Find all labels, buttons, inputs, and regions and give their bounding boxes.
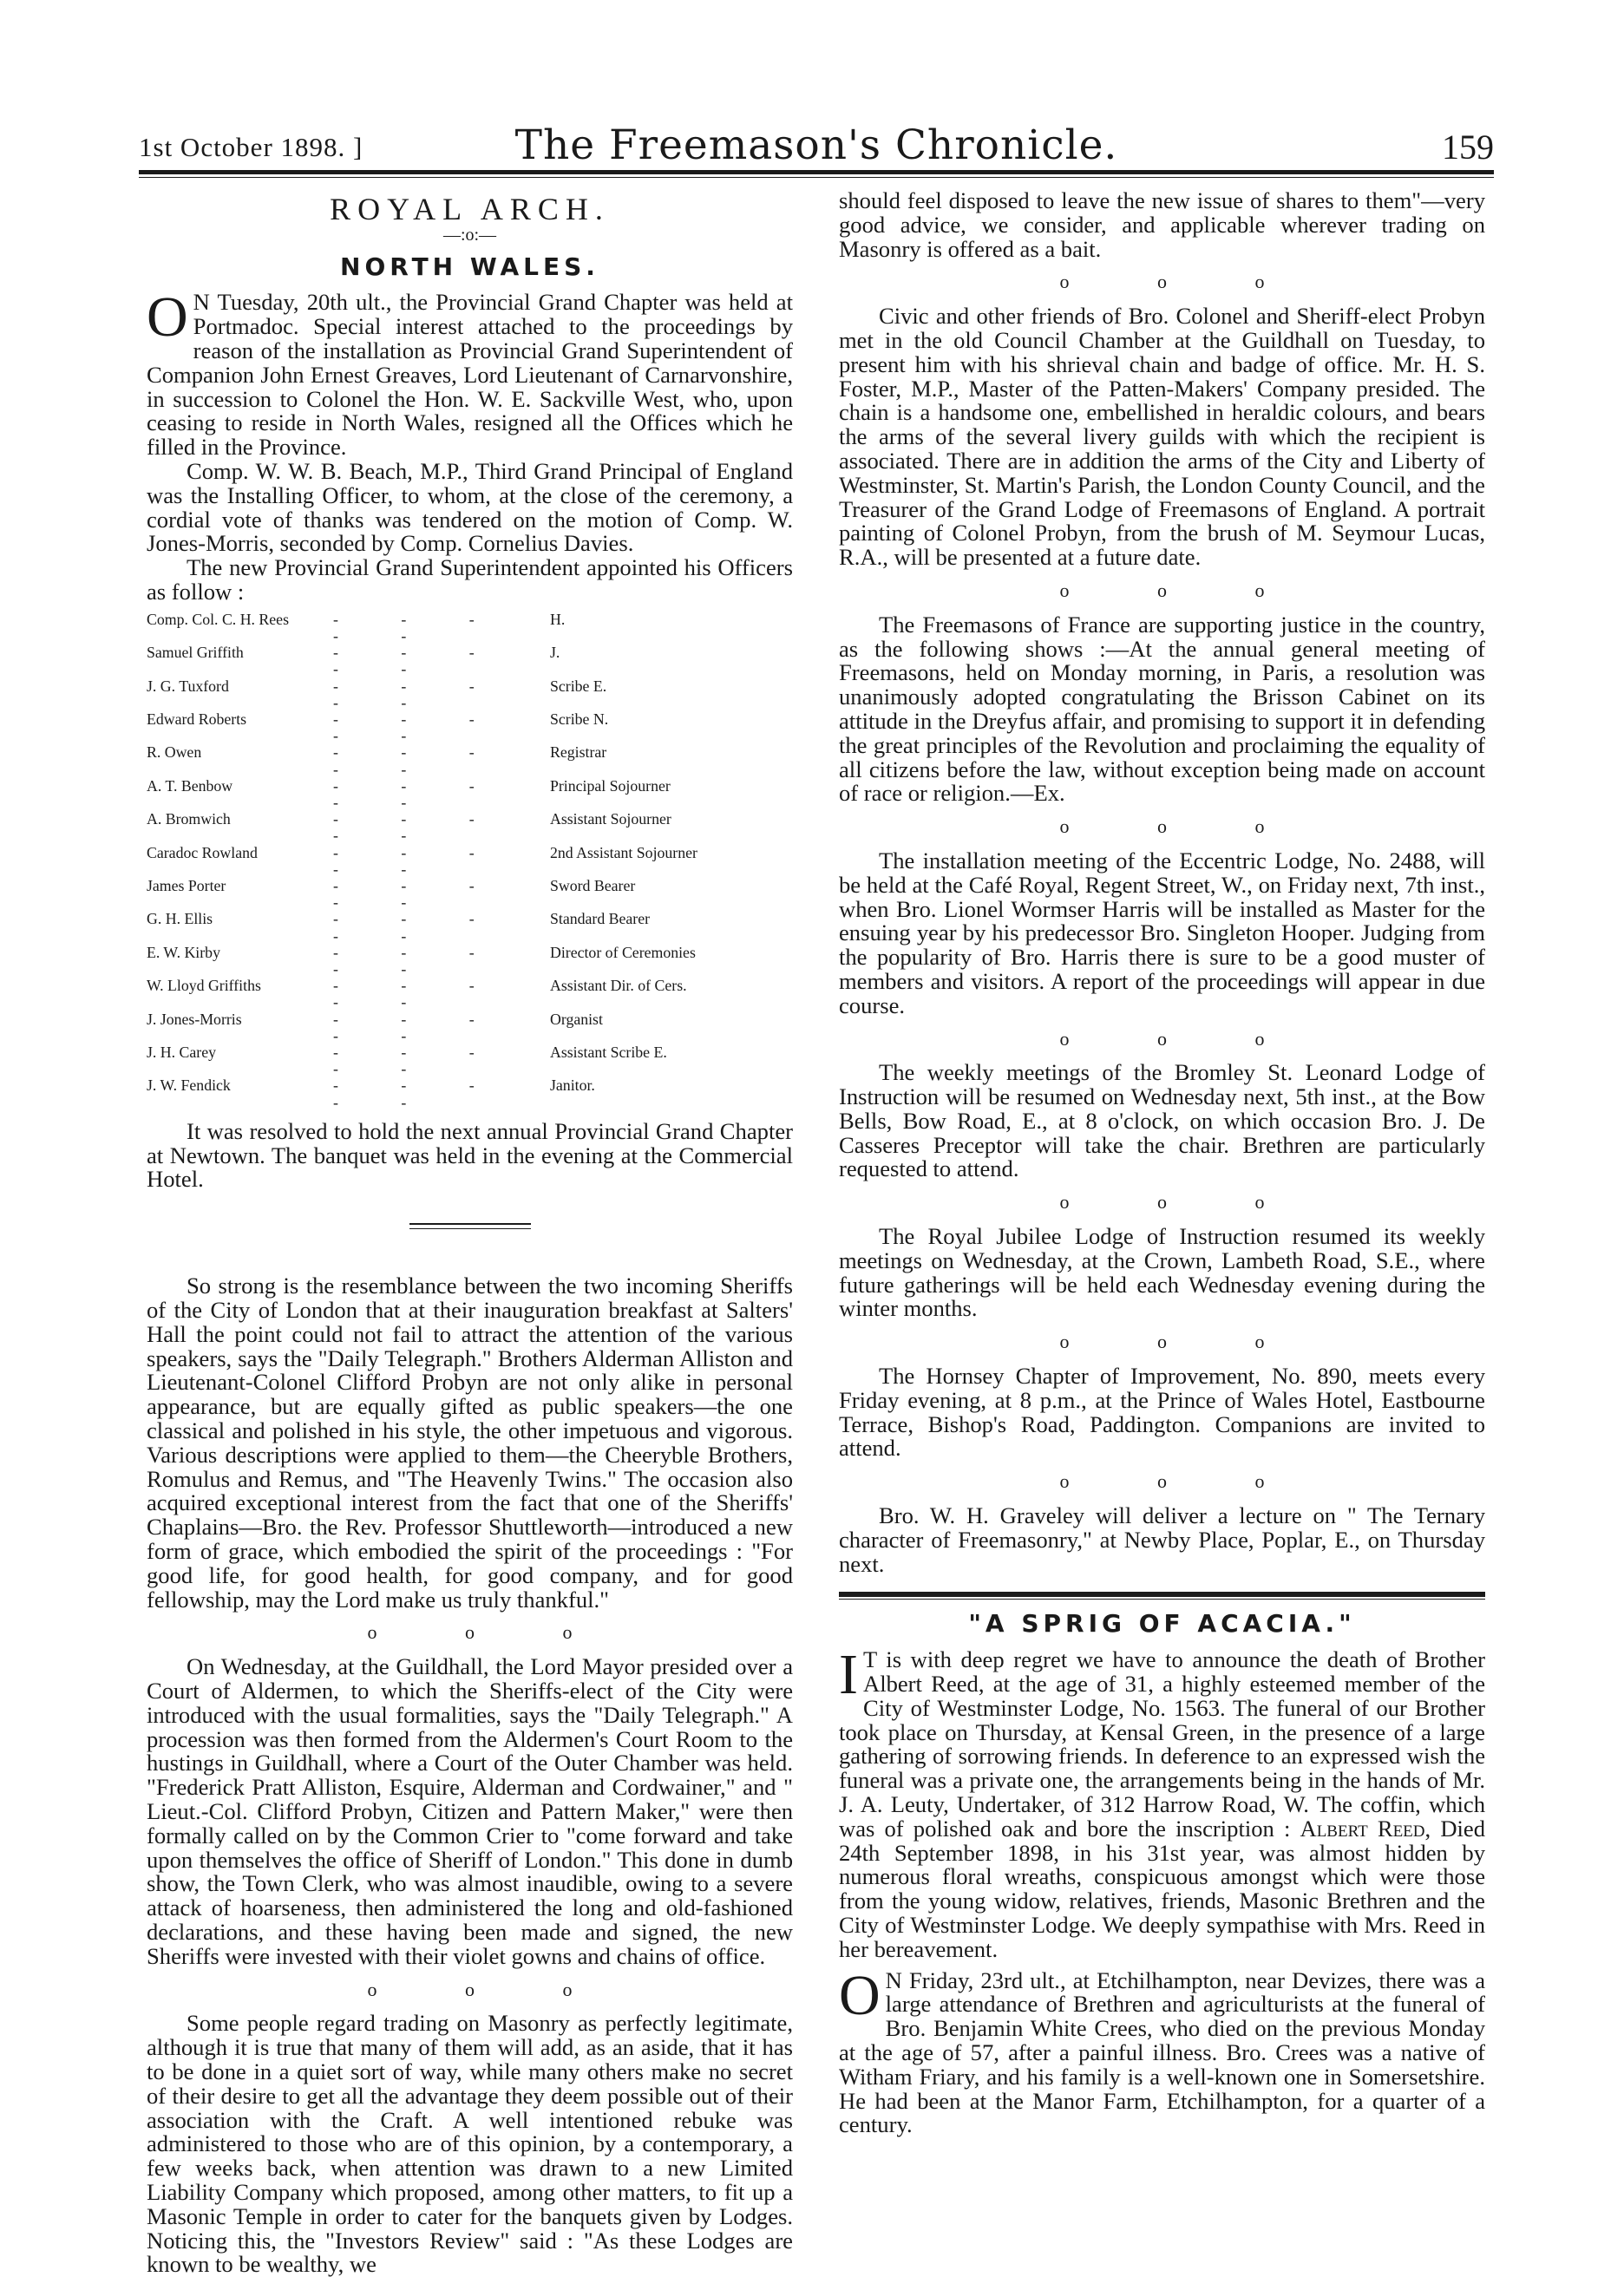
article-title: NORTH WALES. (340, 252, 599, 281)
officer-row (147, 678, 793, 711)
article-paragraph: It was resolved to hold the next annual Provincial Grand Chapter at Newtown. The banquet was held in the evening at the Commercial Hotel. (147, 1117, 793, 1193)
officer-leader-dots: - - - - - (333, 977, 504, 1011)
officer-office: Scribe N. (550, 710, 609, 728)
officer-row (147, 878, 793, 911)
officer-office: Janitor. (550, 1076, 595, 1095)
left-column (147, 189, 793, 2277)
drop-cap: O (147, 285, 188, 350)
officer-row (147, 711, 793, 744)
article-divider-rule (409, 1223, 531, 1229)
officer-office: Principal Sojourner (550, 776, 671, 795)
officer-leader-dots: - - - - - (333, 877, 504, 912)
officer-leader-dots: - - - - - (333, 910, 504, 945)
officer-name: Caradoc Rowland (147, 843, 258, 861)
paragraph-divider: o o o (1059, 815, 1306, 838)
article-paragraph: The Hornsey Chapter of Improvement, No. 890, meets every Friday evening, at 8 p.m., at the Prince of Wales Hotel, Eastbourne Terrace, Bishop's Road, Paddington. Companions are invited to attend. (839, 1363, 1485, 1462)
officer-leader-dots: - - - - - (333, 943, 504, 978)
officer-office: Assistant Scribe E. (550, 1044, 667, 1062)
officer-name: R. Owen (147, 743, 202, 762)
officer-row (147, 845, 793, 878)
officer-office: Sword Bearer (550, 877, 636, 894)
obituary-rule (839, 1592, 1485, 1597)
officer-leader-dots: - - - - - (333, 776, 504, 811)
paragraph-divider: o o o (1059, 1027, 1306, 1050)
page-number: 159 (1442, 128, 1494, 167)
obituary-paragraph: O N Friday, 23rd ult., at Etchilhampton, near Devizes, there was a large attendance of Brethren and agriculturists at the funeral of Bro. Benjamin White Crees, who died on the previous Monday at the age of 57, after a painful illness. Bro. Crees was a native of Witham Friary, and his family is a well-known one in Somersetshire. He had been at the Manor Farm, Etchilhampton, for a quarter of a century. (839, 1963, 1485, 2138)
officer-office: 2nd Assistant Sojourner (550, 843, 697, 861)
masthead-title: The Freemason's Chronicle. (514, 121, 1118, 169)
article-paragraph: The Royal Jubilee Lodge of Instruction resumed its weekly meetings on Wednesday, at the Crown, Lambeth Road, S.E., where future gatherings will be held each Wednesday evening during the winter months. (839, 1223, 1485, 1322)
article-paragraph: O N Tuesday, 20th ult., the Provincial Grand Chapter was held at Portmadoc. Special interest attached to the proceedings by reason of the installation as Provincial Grand Superintendent of Companion John Ernest Greaves, Lord Lieutenant of Carnarvonshire, in succession to Colonel the Hon. W. E. Sackville West, who, upon ceasing to reside in North Wales, resigned all the Offices which he filled in the Province. (147, 285, 793, 461)
issue-date: 1st October 1898. ] (139, 132, 363, 162)
obituary-rule-thin (839, 1599, 1485, 1600)
officer-row (147, 911, 793, 944)
article-paragraph: Comp. W. W. B. Beach, M.P., Third Grand Principal of England was the Installing Officer, to whom, at the close of the ceremony, a cordial vote of thanks was tendered on the motion of Comp. W. Jones-Morris, seconded by Comp. Cornelius Davies. (147, 457, 793, 557)
officer-name: J. G. Tuxford (147, 677, 229, 695)
drop-cap: O (839, 1963, 881, 2027)
officer-office: Assistant Sojourner (550, 810, 671, 828)
paragraph-divider: o o o (367, 1621, 614, 1644)
section-separator: —:o:— (442, 225, 497, 245)
officer-row (147, 744, 793, 777)
officer-office: J. (550, 644, 560, 662)
officer-name: Samuel Griffith (147, 644, 244, 662)
officer-name: A. Bromwich (147, 810, 231, 828)
officer-name: E. W. Kirby (147, 943, 220, 961)
inscription-name: Albert Reed, (1300, 1815, 1431, 1842)
obituary-paragraph: I T is with deep regret we have to announce the death of Brother Albert Reed, at the age of 31, a highly esteemed member of the City of Westminster Lodge, No. 1563. The funeral of our Brother took place on Thursday, at Kensal Green, in the presence of a large gathering of sorrowing friends. In deference to an expressed wish the funeral was a private one, the arrangements being in the hands of Mr. J. A. Leuty, Undertaker, of 312 Harrow Road, W. The coffin, which was of polished oak and bore the inscription : Albert Reed, Died 24th September 1898, in his 31st year, was almost hidden by numerous floral wreaths, conspicuous amongst which were those from the young widow, relatives, friends, Masonic Brethren and the City of Westminster Lodge. We deeply sympathise with Mrs. Reed in her bereavement. (839, 1643, 1486, 1962)
paragraph-divider: o o o (1059, 271, 1306, 293)
officer-leader-dots: - - - - - (333, 610, 504, 644)
officer-row (147, 644, 793, 677)
section-title: ROYAL ARCH. (330, 192, 610, 226)
officer-office: H. (550, 610, 566, 628)
drop-cap: I (839, 1643, 858, 1707)
article-paragraph: Civic and other friends of Bro. Colonel and Sheriff-elect Probyn met in the old Council Chamber at the Guildhall on Tuesday, to present him with his shrieval chain and badge of office. Mr. H. S. Foster, M.P., Master of the Patten-Makers' Company presided. The chain is a handsome one, embellished in heraldic colours, and bears the arms of the several livery guilds with which the recipient is associated. There are in addition the arms of the City and Liberty of Westminster, St. Martin's Parish, the London County Council, and the Treasurer of the Grand Lodge of Freemasons of England. A portrait painting of Colonel Probyn, from the brush of M. Seymour Lucas, R.A., will be presented at a future date. (839, 303, 1485, 571)
officer-row (147, 1044, 793, 1077)
officer-leader-dots: - - - - - (333, 843, 504, 878)
right-column (839, 189, 1485, 2137)
paragraph-divider: o o o (1059, 579, 1306, 601)
officer-name: J. W. Fendick (147, 1076, 231, 1095)
officers-list (147, 612, 793, 1111)
officer-leader-dots: - - - - - (333, 710, 504, 745)
officer-name: W. Lloyd Griffiths (147, 977, 261, 995)
officer-name: Comp. Col. C. H. Rees (147, 610, 289, 628)
officer-name: A. T. Benbow (147, 776, 233, 795)
officer-row (147, 945, 793, 978)
article-paragraph: On Wednesday, at the Guildhall, the Lord Mayor presided over a Court of Aldermen, to which the Sheriffs-elect of the City were introduced with the usual formalities, says the "Daily Telegraph." A procession was then formed from the Aldermen's Court Room to the hustings in Guildhall, where a Court of the Outer Chamber was held. "Frederick Pratt Alliston, Esquire, Alderman and Cordwainer," and " Lieut.-Col. Clifford Probyn, Citizen and Pattern Maker," were then formally called on by the Common Crier to "come forward and take upon themselves the office of Sheriff of London." This done in dumb show, the Town Clerk, who was almost inaudible, owing to a severe attack of hoarseness, then administered the long and old-fashioned declarations, and these having been made and signed, the new Sheriffs were invested with their violet gowns and chains of office. (147, 1653, 793, 1969)
officer-row (147, 1077, 793, 1110)
officer-leader-dots: - - - - - (333, 1010, 504, 1044)
officer-office: Standard Bearer (550, 910, 651, 928)
officer-leader-dots: - - - - - (333, 1044, 504, 1078)
officer-office: Assistant Dir. of Cers. (550, 977, 687, 995)
officer-name: J. H. Carey (147, 1044, 216, 1062)
article-paragraph: Bro. W. H. Graveley will deliver a lecture on " The Ternary character of Freemasonry," at Newby Place, Poplar, E., on Thursday next. (839, 1502, 1485, 1577)
article-paragraph: The new Provincial Grand Superintendent appointed his Officers as follow : (147, 554, 793, 605)
article-paragraph: The Freemasons of France are supporting justice in the country, as the following shows :—At the annual general meeting of Freemasons, held on Monday morning, in Paris, a resolution was unanimously adopted congratulating the Brisson Cabinet on its attitude in the Dreyfus affair, and promising to support it in defending the great principles of the Revolution and proclaiming the equality of all citizens before the law, without exception being made on account of race or religion.—Ex. (839, 611, 1485, 807)
article-paragraph: Some people regard trading on Masonry as perfectly legitimate, although it is true that many of them will add, as an aside, that it has to be done in a quiet sort of way, while many others make no secret of their desire to get all the advantage they deem possible out of their association with the Craft. A well intentioned rebuke was administered to those who are of this opinion, by a contemporary, a few weeks back, when attention was drawn to a new Limited Liability Company which proposed, among other matters, to fit up a Masonic Temple in order to cater for the banquets given by Lodges. Noticing this, the "Investors Review" said : "As these Lodges are known to be wealthy, we (147, 2010, 793, 2277)
officer-leader-dots: - - - - - (333, 743, 504, 778)
header-rule (139, 170, 1494, 174)
officer-row (147, 978, 793, 1011)
officer-row (147, 612, 793, 644)
officer-office: Organist (550, 1010, 603, 1028)
officer-row (147, 1011, 793, 1044)
obituary-title: "A SPRIG OF ACACIA." (968, 1609, 1356, 1639)
officer-office: Scribe E. (550, 677, 607, 695)
officer-row (147, 778, 793, 811)
paragraph-divider: o o o (1059, 1191, 1306, 1214)
paragraph-divider: o o o (367, 1978, 614, 2000)
article-paragraph: The installation meeting of the Eccentric Lodge, No. 2488, will be held at the Café Royal, Regent Street, W., on Friday next, 7th inst., when Bro. Lionel Wormser Harris will be installed as Master for the ensuing year by his predecessor Bro. Singleton Hooper. Judging from the popularity of Bro. Harris there is sure to be a good muster of members and visitors. A report of the proceedings will appear in due course. (839, 847, 1485, 1018)
article-paragraph: The weekly meetings of the Bromley St. Leonard Lodge of Instruction will be resumed on Wednesday next, 5th inst., at the Bow Bells, Bow Road, E., at 8 o'clock, on which occasion Bro. J. De Casseres Preceptor will take the chair. Brethren are particularly requested to attend. (839, 1059, 1485, 1182)
officer-name: G. H. Ellis (147, 910, 213, 928)
officer-row (147, 811, 793, 844)
officer-office: Registrar (550, 743, 607, 762)
officer-leader-dots: - - - - - (333, 810, 504, 845)
article-paragraph: should feel disposed to leave the new issue of shares to them"—very good advice, we consider, and applicable wherever trading on Masonry is offered as a bait. (839, 187, 1485, 262)
officer-name: J. Jones-Morris (147, 1010, 242, 1028)
officer-leader-dots: - - - - - (333, 677, 504, 711)
article-paragraph: So strong is the resemblance between the two incoming Sheriffs of the City of London that at their inauguration breakfast at Salters' Hall the point could not fail to attract the attention of the various speakers, says the "Daily Telegraph." Brothers Alderman Alliston and Lieutenant-Colonel Clifford Probyn are not only alike in personal appearance, but are equally gifted as public speakers—the one classical and polished in his style, the other impetuous and vigorous. Various descriptions were applied to them—the Cheeryble Brothers, Romulus and Remus, and "The Heavenly Twins." The occasion also acquired exceptional interest from the fact that one of the Sheriffs' Chaplains—Bro. the Rev. Professor Shuttleworth—introduced a new form of grace, which embodied the spirit of the proceedings : "For good life, for good health, for good company, and for good fellowship, may the Lord make us truly thankful." (147, 1273, 793, 1613)
header-rule-thin (139, 177, 1494, 178)
paragraph-divider: o o o (1059, 1331, 1306, 1353)
page-header (139, 121, 1494, 173)
paragraph-divider: o o o (1059, 1470, 1306, 1493)
officer-name: Edward Roberts (147, 710, 247, 728)
officer-leader-dots: - - - - - (333, 644, 504, 678)
officer-office: Director of Ceremonies (550, 943, 696, 961)
officer-name: James Porter (147, 877, 226, 894)
officer-leader-dots: - - - - - (333, 1076, 504, 1111)
